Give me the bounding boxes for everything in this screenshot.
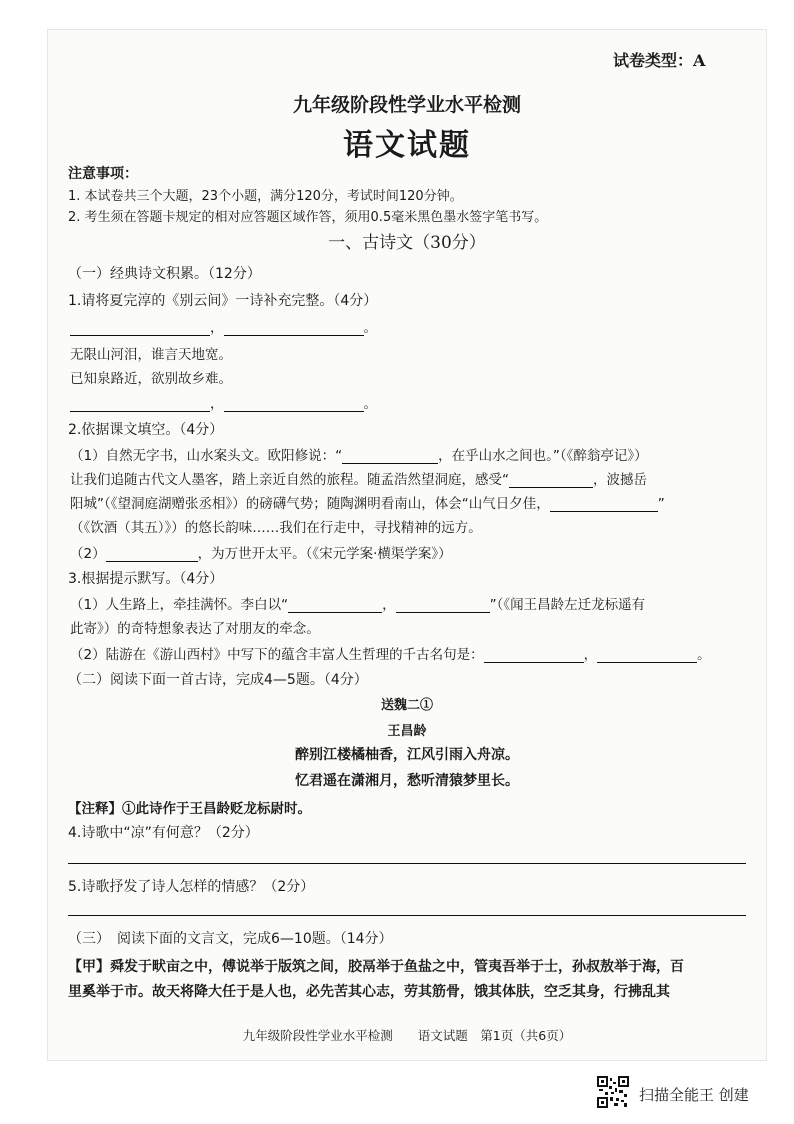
exam-page (48, 30, 766, 1060)
qr-code-icon (597, 1076, 629, 1108)
answer-blank[interactable] (224, 321, 364, 336)
question-2-line-3: 阳城”（《望洞庭湖赠张丞相》）的磅礴气势；随陶渊明看南山，体会“山气日夕佳， ” (70, 496, 665, 512)
page-footer: 九年级阶段性学业水平检测 语文试题 第1页（共6页） (242, 1028, 572, 1043)
question-2-line-4: （《饮酒（其五）》）的悠长韵味……我们在行走中，寻找精神的远方。 (70, 520, 482, 536)
question-2-prompt: 2.依据课文填空。（4分） (68, 422, 224, 438)
notice-heading: 注意事项： (68, 166, 138, 182)
question-5-prompt: 5.诗歌抒发了诗人怎样的情感？（2分） (68, 879, 315, 895)
part-1-heading: （一）经典诗文积累。（12分） (68, 266, 261, 282)
question-4-prompt: 4.诗歌中“凉”有何意？（2分） (68, 825, 259, 841)
notice-item-1: 1. 本试卷共三个大题，23个小题，满分120分，考试时间120分钟。 (68, 189, 463, 204)
question-3-prompt: 3.根据提示默写。（4分） (68, 571, 224, 587)
exam-supertitle: 九年级阶段性学业水平检测 (292, 94, 521, 116)
question-3-line-3: （2）陆游在《游山西村》中写下的蕴含丰富人生哲理的千古名句是： ， 。 (70, 647, 711, 663)
answer-blank[interactable] (396, 598, 490, 613)
part-2-heading: （二）阅读下面一首古诗，完成4—5题。（4分） (68, 672, 368, 688)
scanner-brand-text: 扫描全能王 创建 (639, 1086, 749, 1104)
answer-blank[interactable] (70, 321, 210, 336)
answer-blank[interactable] (597, 648, 697, 663)
poem-annotation: 【注释】①此诗作于王昌龄贬龙标尉时。 (68, 801, 311, 817)
question-1-prompt: 1.请将夏完淳的《别云间》一诗补充完整。（4分） (68, 293, 378, 309)
classical-text-line-1: 【甲】舜发于畎亩之中，傅说举于版筑之间，胶鬲举于鱼盐之中，管夷吾举于士，孙叔敖举于海，百 (68, 959, 684, 975)
poem-line-1: 醉别江楼橘柚香，江风引雨入舟凉。 (295, 747, 519, 763)
question-1-blank-row-2: ， 。 (70, 392, 377, 412)
answer-blank[interactable] (70, 397, 210, 412)
answer-blank[interactable] (342, 449, 438, 464)
notice-item-2: 2. 考生须在答题卡规定的相对应答题区域作答，须用0.5毫米黑色墨水签字笔书写。 (68, 210, 548, 225)
classical-text-line-2: 里奚举于市。故天将降大任于是人也，必先苦其心志，劳其筋骨，饿其体肤，空乏其身，行拂乱其 (68, 984, 670, 1000)
answer-line-q4[interactable] (68, 863, 746, 864)
poem-line-2: 忆君遥在潇湘月，愁听清猿梦里长。 (295, 773, 519, 789)
answer-blank[interactable] (484, 648, 584, 663)
section-1-heading: 一、古诗文（30分） (328, 233, 486, 253)
answer-line-q5[interactable] (68, 915, 746, 916)
answer-blank[interactable] (288, 598, 382, 613)
part-3-heading: （三） 阅读下面的文言文，完成6—10题。（14分） (68, 931, 393, 947)
question-1-blank-row-1: ， 。 (70, 316, 377, 336)
exam-title: 语文试题 (343, 128, 471, 163)
answer-blank[interactable] (106, 547, 198, 562)
poem-title: 送魏二① (380, 698, 433, 713)
poem-author: 王昌龄 (387, 724, 427, 739)
question-2-line-5: （2） ，为万世开太平。（《宋元学案·横渠学案》） (70, 546, 452, 562)
answer-blank[interactable] (224, 397, 364, 412)
answer-blank[interactable] (509, 473, 593, 488)
paper-type-label: 试卷类型：A (613, 51, 706, 70)
question-2-line-2: 让我们追随古代文人墨客，踏上亲近自然的旅程。随孟浩然望洞庭，感受“ ，波撼岳 (70, 472, 647, 488)
question-2-line-1: （1）自然无字书，山水案头文。欧阳修说：“ ，在乎山水之间也。”（《醉翁亭记》） (70, 448, 648, 464)
answer-blank[interactable] (550, 497, 658, 512)
question-3-line-2: 此寄》）的奇特想象表达了对朋友的牵念。 (70, 621, 320, 637)
question-3-line-1: （1）人生路上，牵挂满怀。李白以“ ， ”（《闻王昌龄左迁龙标遥有 (70, 597, 646, 613)
poem-given-line-1: 无限山河泪，谁言天地宽。 (70, 347, 232, 363)
poem-given-line-2: 已知泉路近，欲别故乡难。 (70, 371, 232, 387)
